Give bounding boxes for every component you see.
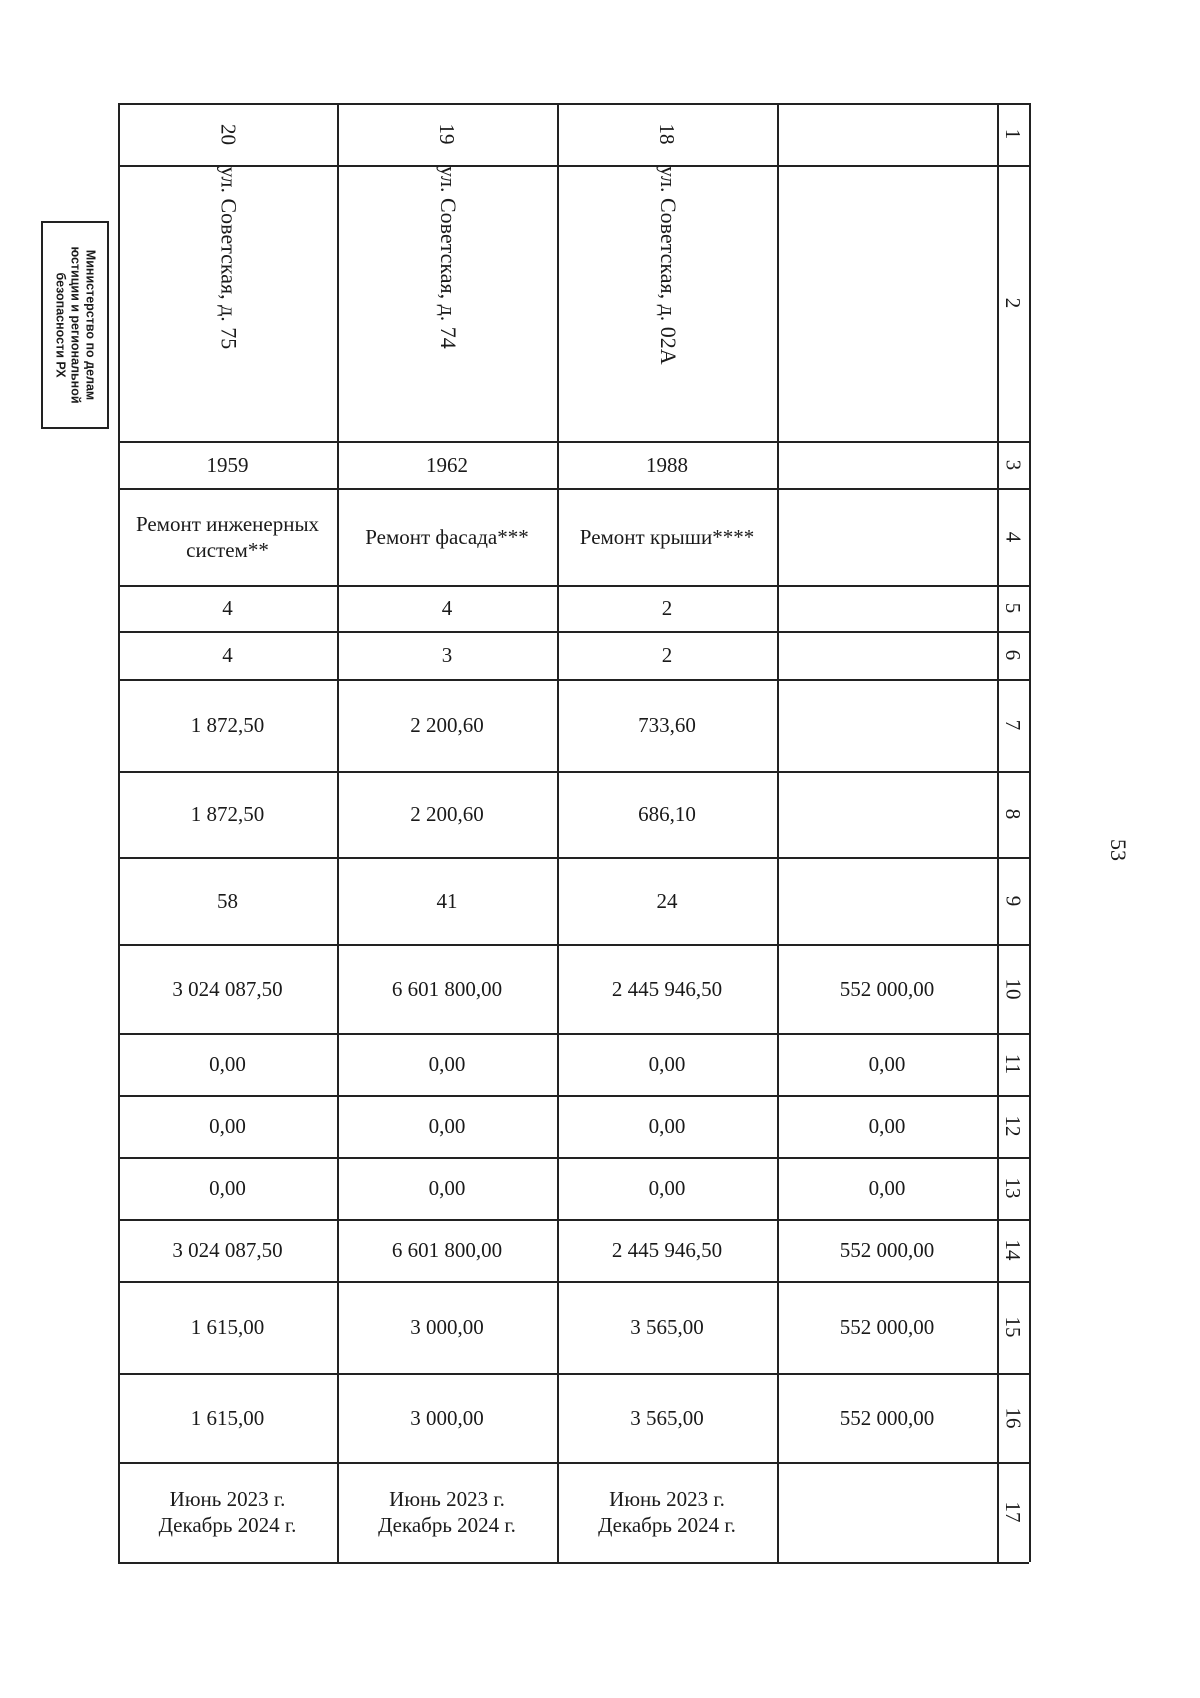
period-start: Июнь 2023 г.	[609, 1487, 725, 1511]
entrances-cell	[777, 631, 997, 679]
unit-cost-cell: 3 565,00	[630, 1315, 704, 1339]
fund-b-cell: 0,00	[868, 1114, 906, 1138]
column-number-label: 14	[1001, 1239, 1026, 1261]
unit-cost-max-cell: 3 565,00	[630, 1405, 704, 1430]
column-number-label: 2	[1001, 297, 1026, 309]
cost-total-cell: 3 024 087,50	[172, 976, 283, 1001]
unit-cost-max-cell: 3 000,00	[410, 1405, 484, 1430]
fund-c-cell: 0,00	[868, 1176, 906, 1200]
record-number-cell	[777, 103, 997, 165]
unit-cost-cell: 1 615,00	[190, 1315, 265, 1339]
unit-cost-max-cell: 552 000,00	[839, 1405, 935, 1430]
area-living-cell: 686,10	[638, 802, 696, 826]
address-cell: ул. Советская, д. 75	[216, 166, 242, 349]
cost-total-cell: 6 601 800,00	[391, 976, 503, 1001]
work-cell: Ремонт крыши****	[579, 524, 755, 549]
period-cell	[337, 1462, 557, 1562]
residents-cell: 24	[656, 888, 678, 913]
page-number: 53	[1106, 839, 1131, 861]
column-number-label: 16	[1001, 1407, 1026, 1428]
column-number-label: 11	[1001, 1053, 1026, 1075]
address-cell: ул. Советская, д. 74	[436, 166, 461, 349]
period-start: Июнь 2023 г.	[169, 1487, 286, 1511]
fund-a-cell: 0,00	[648, 1052, 686, 1076]
column-number-label: 13	[1001, 1177, 1026, 1199]
floors-cell	[777, 585, 997, 631]
column-number-label: 5	[1001, 602, 1026, 614]
column-number-label: 8	[1001, 808, 1026, 820]
area-living-cell: 2 200,60	[410, 802, 484, 826]
area-total-cell: 1 872,50	[190, 713, 265, 737]
column-number-label: 15	[1001, 1316, 1026, 1338]
column-number-label: 12	[1001, 1115, 1026, 1137]
column-number-label: 17	[1001, 1501, 1026, 1523]
area-living-cell	[777, 771, 997, 857]
period-cell	[118, 1462, 337, 1562]
column-number-label: 1	[1001, 128, 1026, 140]
year-cell	[777, 441, 997, 488]
fund-c-cell: 0,00	[209, 1176, 246, 1200]
fund-b-cell: 0,00	[209, 1114, 246, 1138]
ministry-stamp	[41, 221, 109, 429]
fund-b-cell: 0,00	[648, 1114, 686, 1138]
column-number-label: 4	[1001, 531, 1026, 542]
work-cell: Ремонт фасада***	[365, 524, 529, 549]
entrances-cell: 4	[222, 643, 233, 667]
area-living-cell: 1 872,50	[190, 802, 265, 826]
unit-cost-cell: 3 000,00	[410, 1315, 484, 1339]
residents-cell: 58	[217, 888, 238, 913]
cost-total-cell: 2 445 946,50	[611, 976, 723, 1001]
column-number-label: 7	[1001, 719, 1026, 731]
unit-cost-max-cell: 1 615,00	[190, 1405, 265, 1430]
column-number-label: 10	[1001, 978, 1026, 999]
year-cell: 1959	[206, 452, 249, 477]
floors-cell: 4	[222, 596, 233, 620]
column-number-label: 9	[1001, 895, 1026, 906]
column-number-label: 6	[1001, 649, 1026, 661]
area-total-cell: 733,60	[638, 713, 696, 737]
area-total-cell: 2 200,60	[410, 713, 484, 737]
work-cell	[777, 488, 997, 585]
residents-cell	[777, 857, 997, 944]
fund-a-cell: 0,00	[868, 1052, 906, 1076]
entrances-cell: 2	[661, 643, 673, 667]
year-cell: 1988	[646, 452, 688, 477]
stamp-text	[53, 225, 98, 425]
record-number-cell: 18	[655, 123, 680, 145]
column-number-label: 3	[1001, 459, 1026, 470]
year-cell: 1962	[426, 452, 468, 477]
fund-c-cell: 0,00	[428, 1176, 466, 1200]
address-cell: ул. Советская, д. 02А	[656, 166, 681, 365]
record-number-cell: 20	[216, 123, 240, 145]
work-cell: Ремонт инженерных систем**	[135, 511, 320, 562]
period-start: Июнь 2023 г.	[389, 1487, 505, 1511]
fund-owners-cell: 6 601 800,00	[391, 1238, 503, 1262]
table-row-divider	[118, 1562, 1029, 1564]
area-total-cell	[777, 679, 997, 771]
address-cell	[778, 164, 998, 442]
fund-owners-cell: 2 445 946,50	[611, 1238, 723, 1262]
fund-a-cell: 0,00	[428, 1052, 466, 1076]
floors-cell: 2	[661, 596, 673, 620]
period-cell	[777, 1462, 997, 1562]
stamp-line-1: Министерство по делам	[83, 249, 98, 401]
period-end: Декабрь 2024 г.	[158, 1513, 297, 1537]
floors-cell: 4	[441, 596, 453, 620]
fund-owners-cell: 3 024 087,50	[172, 1238, 283, 1262]
residents-cell: 41	[436, 888, 458, 913]
unit-cost-cell: 552 000,00	[839, 1315, 935, 1339]
cost-total-cell: 552 000,00	[839, 976, 935, 1001]
record-number-cell: 19	[435, 123, 460, 145]
fund-a-cell: 0,00	[209, 1052, 246, 1076]
period-end: Декабрь 2024 г.	[378, 1513, 516, 1537]
period-end: Декабрь 2024 г.	[598, 1513, 736, 1537]
stamp-line-3: безопасности РХ	[53, 272, 68, 378]
entrances-cell: 3	[441, 643, 453, 667]
fund-owners-cell: 552 000,00	[839, 1238, 935, 1262]
stamp-line-2: юстиции и региональной	[68, 246, 83, 404]
fund-c-cell: 0,00	[648, 1176, 686, 1200]
table-column-divider	[1029, 103, 1031, 1562]
period-cell	[557, 1462, 777, 1562]
fund-b-cell: 0,00	[428, 1114, 466, 1138]
